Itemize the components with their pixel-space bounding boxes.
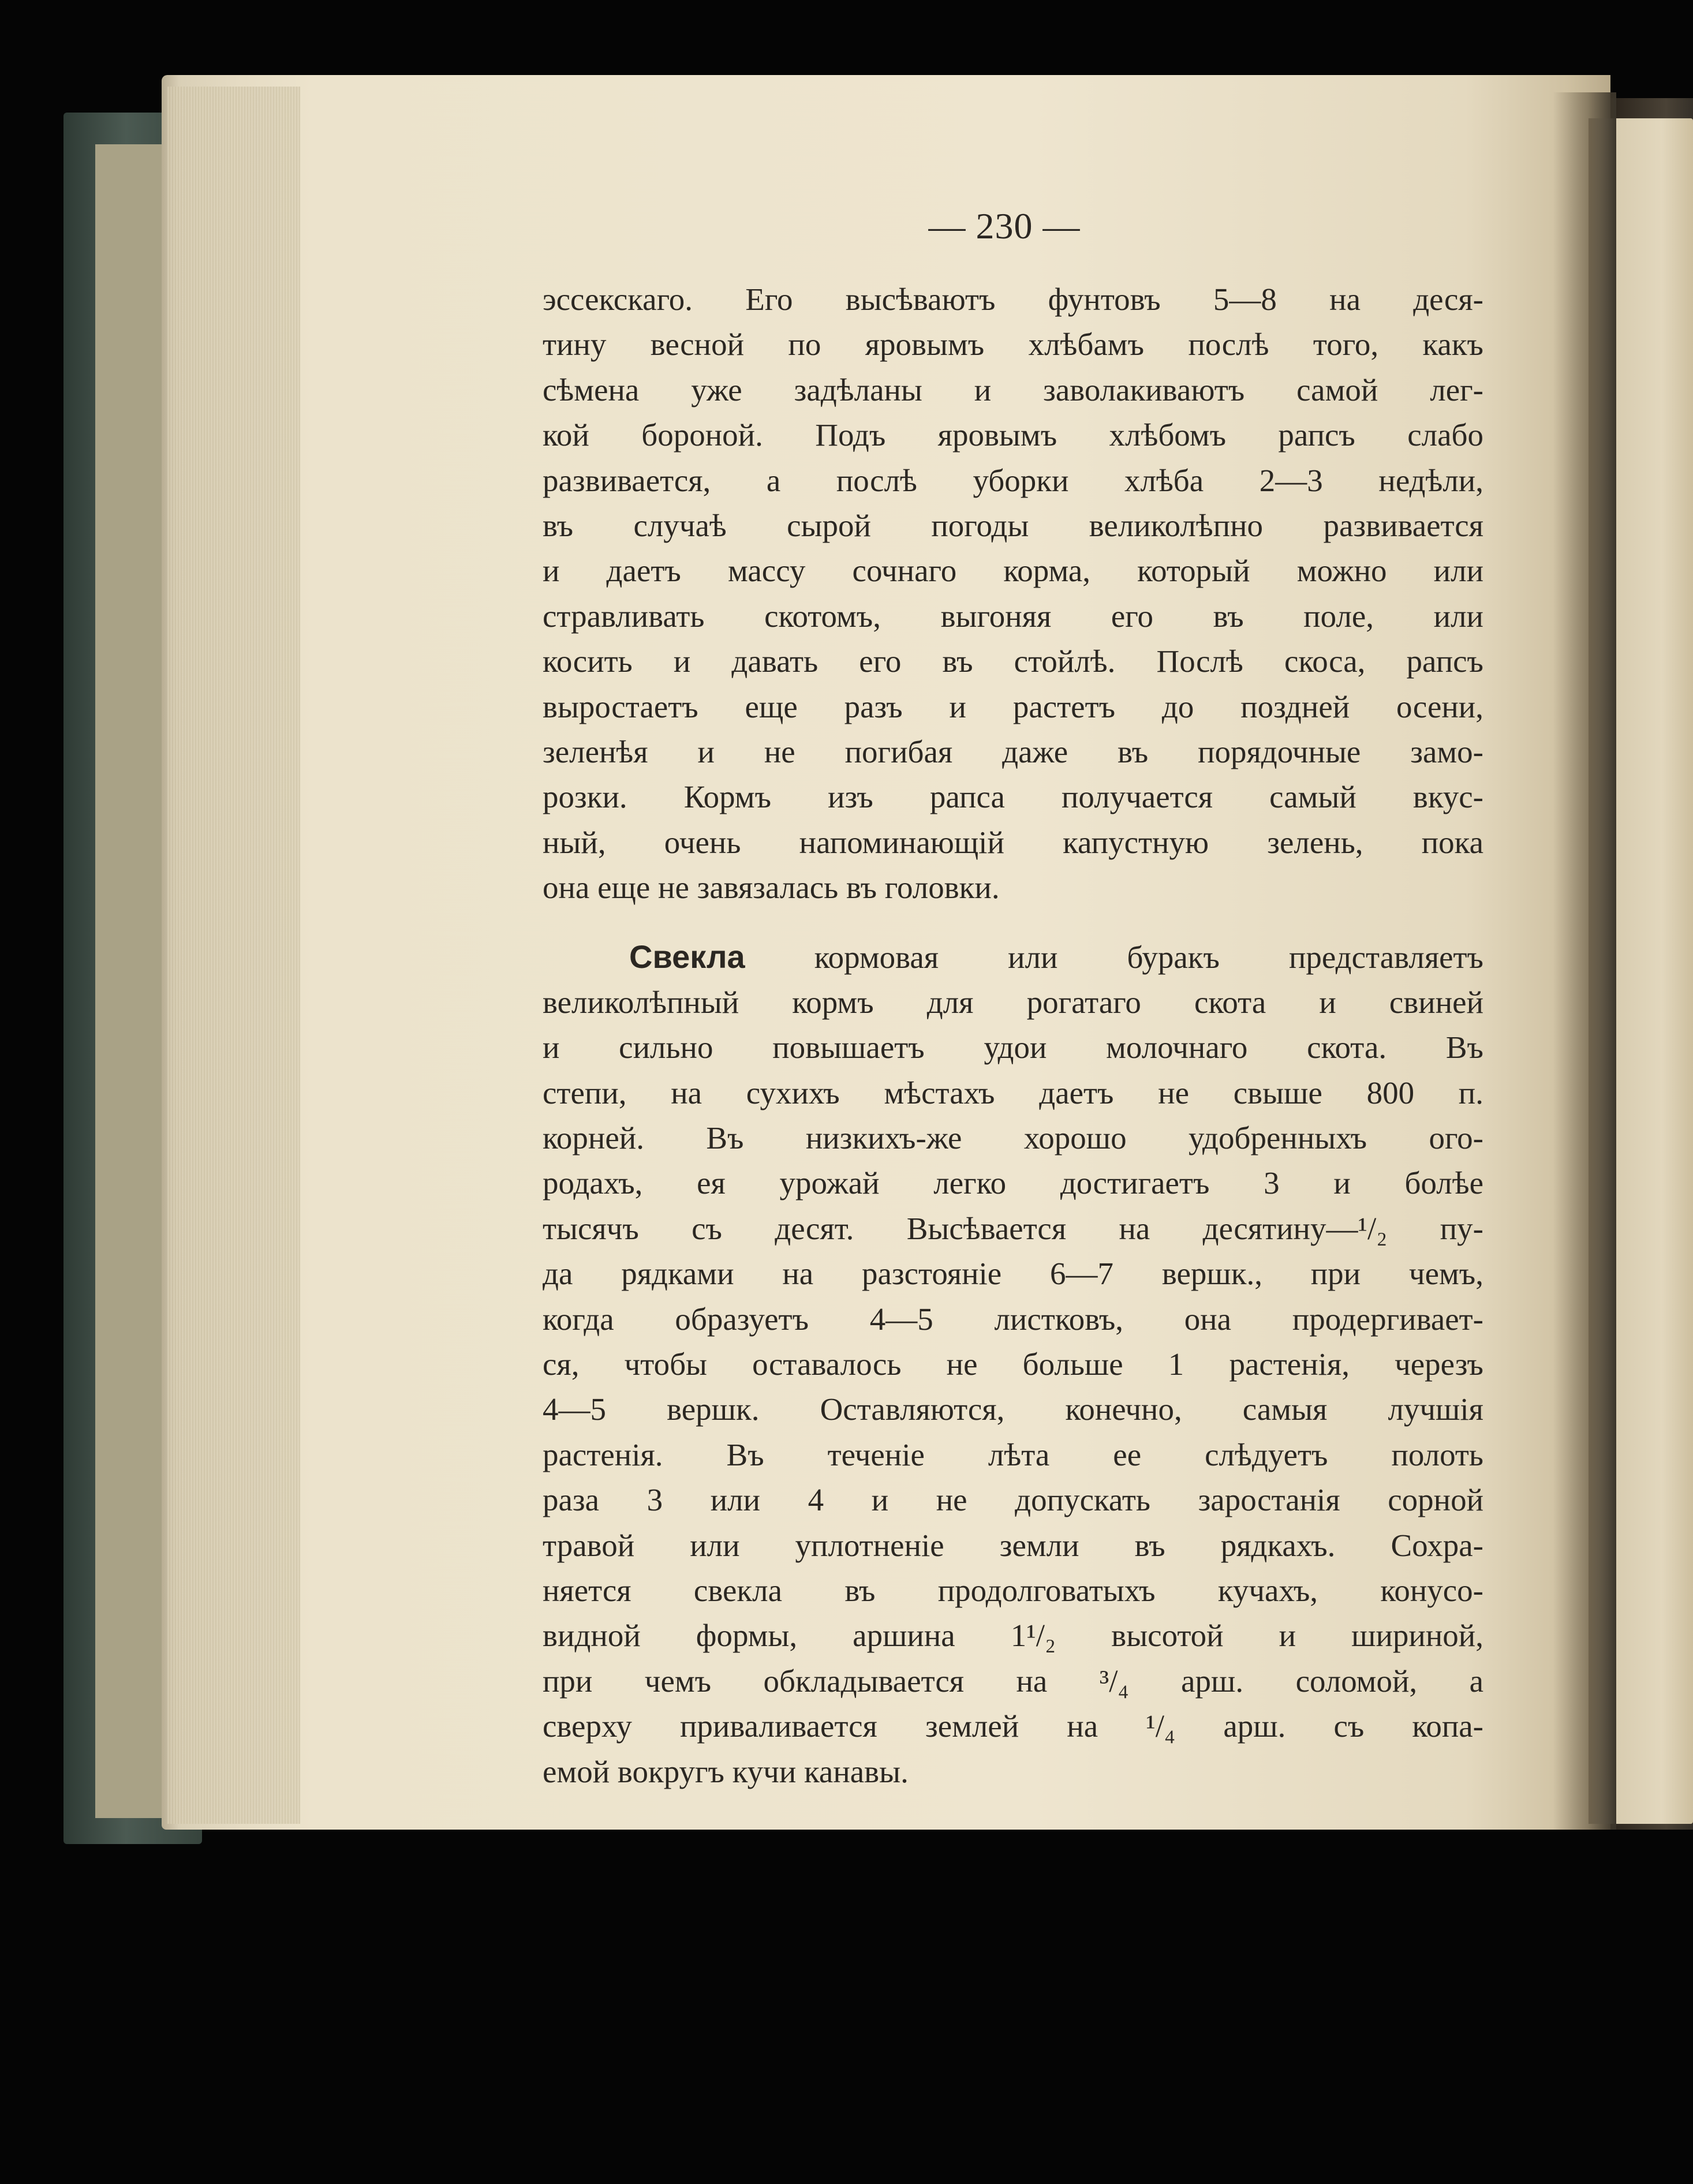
text-line: стравливать скотомъ, выгоняя его въ поле, или (543, 598, 1483, 634)
text-line: тысячъ съ десят. Высѣвается на десятину—¹/₂ пу- (543, 1210, 1483, 1246)
page-number: — 230 — (928, 205, 1081, 246)
paragraph-rapeseed (543, 277, 1483, 910)
text-line: степи, на сухихъ мѣстахъ даетъ не свыше 800 п. (543, 1075, 1483, 1110)
text-line: эссекскаго. Его высѣваютъ фунтовъ 5—8 на деся- (543, 282, 1483, 317)
text-line (543, 934, 1483, 979)
text-line: и даетъ массу сочнаго корма, который можно или (543, 553, 1483, 589)
text-line: ный, очень напоминающій капустную зелень, пока (543, 824, 1483, 860)
text-line: зеленѣя и не погибая даже въ порядочные замо- (543, 734, 1483, 769)
text-line: въ случаѣ сырой погоды великолѣпно развивается (543, 507, 1483, 543)
paragraph-beet (543, 934, 1483, 1794)
text-line: великолѣпный кормъ для рогатаго скота и свиней (543, 984, 1483, 1020)
text-line: тину весной по яровымъ хлѣбамъ послѣ того, какъ (543, 327, 1483, 362)
paragraph-spacing (543, 910, 1483, 934)
text-line-rest: кормовая или буракъ представляетъ (745, 940, 1483, 975)
text-line: 4—5 вершк. Оставляются, конечно, самыя лучшія (543, 1392, 1483, 1427)
text-line: няется свекла въ продолговатыхъ кучахъ, конусо- (543, 1572, 1483, 1608)
text-line: сѣмена уже задѣланы и заволакиваютъ самой лег- (543, 372, 1483, 407)
page-gutter (1553, 92, 1616, 1830)
page-edges (167, 87, 300, 1824)
text-line: корней. Въ низкихъ-же хорошо удобренныхъ ого- (543, 1120, 1483, 1156)
text-line: при чемъ обкладывается на ³/₄ арш. соломой, а (543, 1663, 1483, 1699)
text-line: она еще не завязалась въ головки. (543, 870, 1000, 906)
text-line: раза 3 или 4 и не допускать заростанія сорной (543, 1482, 1483, 1518)
text-line: родахъ, ея урожай легко достигаетъ 3 и болѣе (543, 1165, 1483, 1201)
text-line: ся, чтобы оставалось не больше 1 растенія, черезъ (543, 1346, 1483, 1382)
text-line: выростаетъ еще разъ и растетъ до поздней осени, (543, 689, 1483, 724)
text-line: емой вокругъ кучи канавы. (543, 1753, 909, 1789)
text-line: и сильно повышаетъ удои молочнаго скота. Въ (543, 1030, 1483, 1065)
text-line: растенія. Въ теченіе лѣта ее слѣдуетъ полоть (543, 1437, 1483, 1472)
term-heading: Свекла (629, 938, 745, 975)
text-line: травой или уплотненіе земли въ рядкахъ. Сохра- (543, 1527, 1483, 1563)
page-body-text (543, 277, 1483, 1794)
text-line: розки. Кормъ изъ рапса получается самый вкус- (543, 779, 1483, 815)
text-line: развивается, а послѣ уборки хлѣба 2—3 недѣли, (543, 462, 1483, 498)
text-line: кой бороной. Подъ яровымъ хлѣбомъ рапсъ слабо (543, 417, 1483, 453)
text-line: когда образуетъ 4—5 листковъ, она продергивает- (543, 1301, 1483, 1337)
text-line: сверху приваливается землей на ¹/₄ арш. съ копа- (543, 1708, 1483, 1744)
text-line: косить и давать его въ стойлѣ. Послѣ скоса, рапсъ (543, 644, 1483, 679)
text-line: да рядками на разстояніе 6—7 вершк., при чемъ, (543, 1256, 1483, 1292)
text-line: видной формы, аршина 1¹/₂ высотой и шириной, (543, 1618, 1483, 1654)
